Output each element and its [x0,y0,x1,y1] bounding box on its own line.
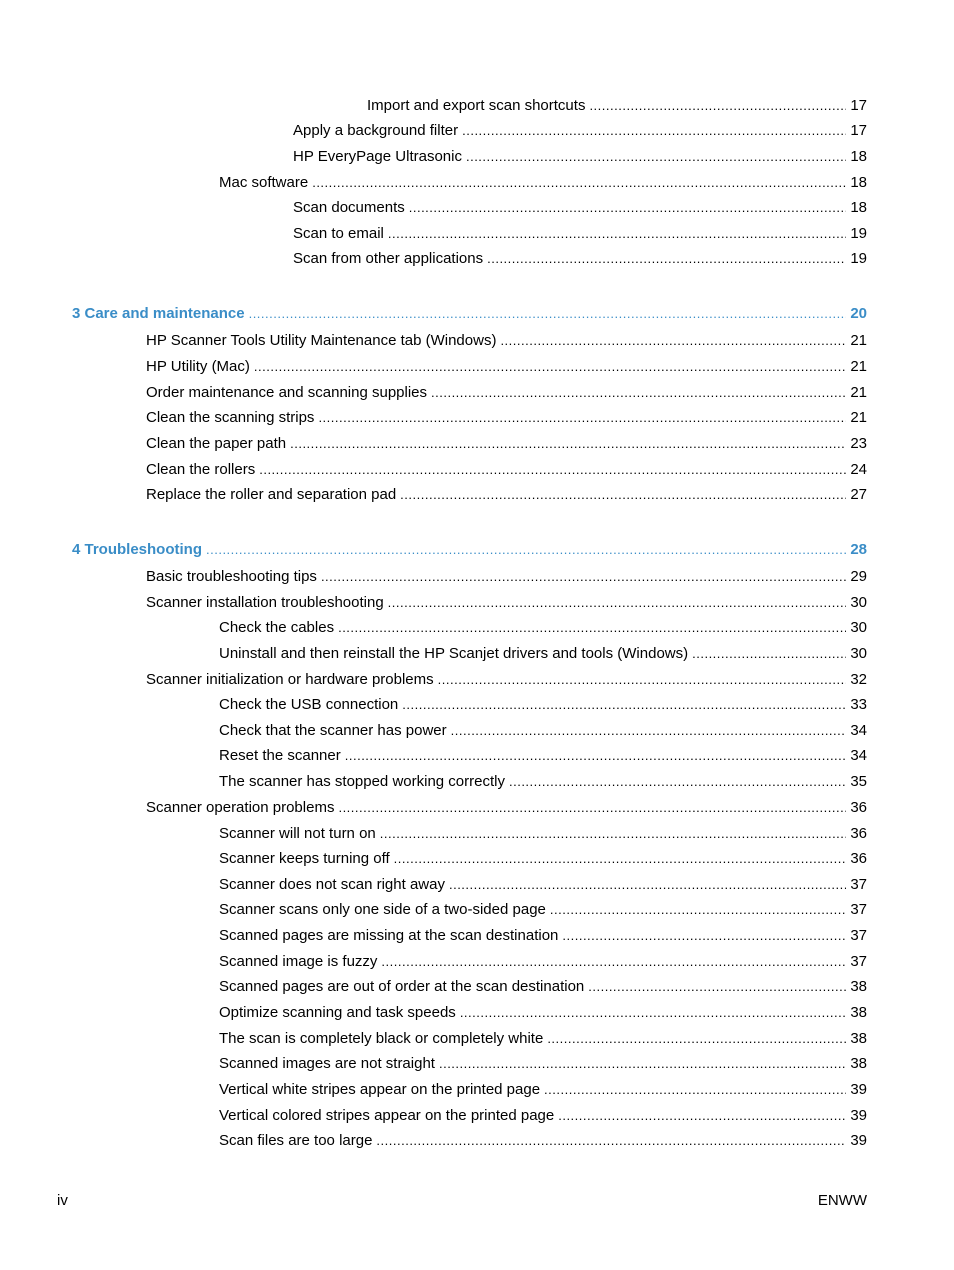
toc-entry[interactable] [219,1131,867,1151]
toc-entry-page: 38 [850,1055,867,1072]
leader-dots [206,540,846,560]
toc-entry[interactable] [219,1054,867,1074]
toc-entry[interactable] [219,977,867,997]
toc-entry-title: Uninstall and then reinstall the HP Scanjet drivers and tools (Windows) [219,645,689,662]
toc-entry-title: HP EveryPage Ultrasonic [293,148,462,165]
toc-entry-title: Scanner operation problems [146,799,335,816]
toc-chapter-entry[interactable] [72,304,867,324]
toc-entry[interactable] [146,331,867,351]
leader-dots [562,926,846,946]
toc-entry[interactable] [219,900,867,920]
toc-entry-title: Scanner keeps turning off [219,850,390,867]
toc-entry[interactable] [219,952,867,972]
leader-dots [249,304,847,324]
toc-entry-title: Scan documents [293,199,405,216]
toc-entry-page: 37 [850,876,867,893]
leader-dots [692,644,846,664]
toc-entry[interactable] [293,224,867,244]
toc-entry-page: 18 [850,174,867,191]
locale-footer: ENWW [817,1192,867,1209]
toc-entry-title: Check the USB connection [219,696,399,713]
toc-entry[interactable] [219,926,867,946]
toc-chapter-entry[interactable] [72,540,867,560]
toc-entry[interactable] [219,1106,867,1126]
toc-entry-page: 34 [850,722,867,739]
toc-entry[interactable] [219,173,867,193]
toc-entry[interactable] [146,593,867,613]
toc-chapter-title: 3 Care and maintenance [72,305,245,322]
leader-dots [439,1054,846,1074]
toc-entry-title: Replace the roller and separation pad [146,486,397,503]
toc-entry-title: Basic troubleshooting tips [146,568,317,585]
toc-entry[interactable] [146,670,867,690]
toc-entry-title: Scan from other applications [293,250,484,267]
toc-entry-page: 37 [850,901,867,918]
leader-dots [259,460,846,480]
leader-dots [589,96,846,116]
leader-dots [388,224,846,244]
toc-entry[interactable] [146,434,867,454]
toc-entry-title: Apply a background filter [293,122,459,139]
toc-entry-title: Scanner scans only one side of a two-sided page [219,901,546,918]
toc-entry-title: HP Scanner Tools Utility Maintenance tab (Windows) [146,332,497,349]
toc-entry-page: 37 [850,927,867,944]
toc-entry-title: Scan to email [293,225,384,242]
leader-dots [500,331,846,351]
leader-dots [462,121,846,141]
toc-entry[interactable] [219,849,867,869]
toc-entry[interactable] [219,772,867,792]
toc-entry-title: Import and export scan shortcuts [367,97,586,114]
toc-entry-title: Mac software [219,174,309,191]
leader-dots [338,618,846,638]
toc-entry-title: The scan is completely black or completely white [219,1030,544,1047]
toc-entry-title: Vertical white stripes appear on the printed page [219,1081,541,1098]
toc-entry-page: 33 [850,696,867,713]
toc-entry-page: 21 [850,332,867,349]
leader-dots [380,824,847,844]
toc-entry-title: Reset the scanner [219,747,341,764]
toc-entry-title: Scanned images are not straight [219,1055,435,1072]
leader-dots [449,875,846,895]
toc-entry-page: 38 [850,978,867,995]
leader-dots [394,849,847,869]
toc-entry[interactable] [219,721,867,741]
toc-entry-title: Check the cables [219,619,335,636]
toc-entry-title: Scanner initialization or hardware problems [146,671,434,688]
toc-entry[interactable] [219,824,867,844]
leader-dots [558,1106,846,1126]
toc-entry-page: 19 [850,225,867,242]
toc-entry-page: 30 [850,645,867,662]
toc-entry-page: 21 [850,384,867,401]
toc-entry-title: Vertical colored stripes appear on the printed page [219,1107,555,1124]
toc-entry-title: Scan files are too large [219,1132,373,1149]
leader-dots [254,357,846,377]
toc-entry-page: 29 [850,568,867,585]
leader-dots [400,485,846,505]
leader-dots [487,249,846,269]
toc-entry-page: 30 [850,594,867,611]
leader-dots [376,1131,846,1151]
toc-entry[interactable] [293,121,867,141]
toc-entry[interactable] [219,1029,867,1049]
toc-entry-page: 34 [850,747,867,764]
toc-entry-title: The scanner has stopped working correctly [219,773,505,790]
toc-entry[interactable] [219,1080,867,1100]
toc-entry[interactable] [146,383,867,403]
toc-entry-page: 32 [850,671,867,688]
toc-entry-page: 38 [850,1004,867,1021]
toc-entry[interactable] [219,875,867,895]
toc-entry[interactable] [219,644,867,664]
toc-entry-page: 37 [850,953,867,970]
leader-dots [345,746,847,766]
page-number-footer: iv [57,1192,68,1209]
toc-entry[interactable] [219,746,867,766]
toc-entry[interactable] [146,567,867,587]
toc-entry-page: 24 [850,461,867,478]
toc-entry-page: 39 [850,1081,867,1098]
leader-dots [547,1029,846,1049]
toc-entry-title: HP Utility (Mac) [146,358,250,375]
toc-entry-page: 18 [850,148,867,165]
toc-entry[interactable] [146,485,867,505]
toc-entry-title: Check that the scanner has power [219,722,447,739]
leader-dots [544,1080,846,1100]
leader-dots [312,173,846,193]
toc-entry-page: 30 [850,619,867,636]
toc-entry-title: Clean the scanning strips [146,409,315,426]
toc-entry-page: 36 [850,850,867,867]
toc-entry-page: 17 [850,122,867,139]
toc-entry-page: 18 [850,199,867,216]
toc-entry-title: Scanner does not scan right away [219,876,445,893]
toc-entry-page: 38 [850,1030,867,1047]
leader-dots [451,721,847,741]
toc-entry-title: Optimize scanning and task speeds [219,1004,456,1021]
leader-dots [460,1003,847,1023]
leader-dots [318,408,846,428]
toc-entry[interactable] [219,695,867,715]
leader-dots [290,434,846,454]
toc-entry-title: Scanner installation troubleshooting [146,594,384,611]
toc-entry-page: 23 [850,435,867,452]
leader-dots [550,900,846,920]
toc-entry-page: 39 [850,1107,867,1124]
toc-entry-title: Scanned pages are missing at the scan destination [219,927,559,944]
toc-entry-page: 27 [850,486,867,503]
toc-entry[interactable] [219,1003,867,1023]
toc-chapter-page: 20 [850,305,867,322]
leader-dots [402,695,846,715]
leader-dots [409,198,847,218]
toc-entry[interactable] [293,147,867,167]
leader-dots [509,772,846,792]
toc-entry-title: Clean the paper path [146,435,287,452]
toc-entry-title: Scanner will not turn on [219,825,376,842]
toc-entry-title: Clean the rollers [146,461,256,478]
toc-entry-title: Order maintenance and scanning supplies [146,384,428,401]
leader-dots [388,593,847,613]
leader-dots [438,670,847,690]
toc-chapter-title: 4 Troubleshooting [72,541,202,558]
toc-entry-page: 17 [850,97,867,114]
leader-dots [431,383,846,403]
toc-entry[interactable] [367,96,867,116]
toc-chapter-page: 28 [850,541,867,558]
toc-entry-page: 19 [850,250,867,267]
toc-entry[interactable] [146,408,867,428]
leader-dots [588,977,846,997]
toc-entry-title: Scanned image is fuzzy [219,953,378,970]
toc-entry-page: 35 [850,773,867,790]
toc-entry[interactable] [293,198,867,218]
toc-entry-page: 39 [850,1132,867,1149]
toc-entry[interactable] [146,798,867,818]
toc-entry-page: 36 [850,799,867,816]
toc-entry-title: Scanned pages are out of order at the scan destination [219,978,585,995]
toc-entry[interactable] [146,357,867,377]
toc-entry-page: 21 [850,358,867,375]
leader-dots [321,567,846,587]
toc-entry[interactable] [219,618,867,638]
toc-entry[interactable] [146,460,867,480]
toc-entry-page: 36 [850,825,867,842]
toc-entry[interactable] [293,249,867,269]
leader-dots [466,147,846,167]
toc-entry-page: 21 [850,409,867,426]
leader-dots [338,798,846,818]
leader-dots [381,952,846,972]
